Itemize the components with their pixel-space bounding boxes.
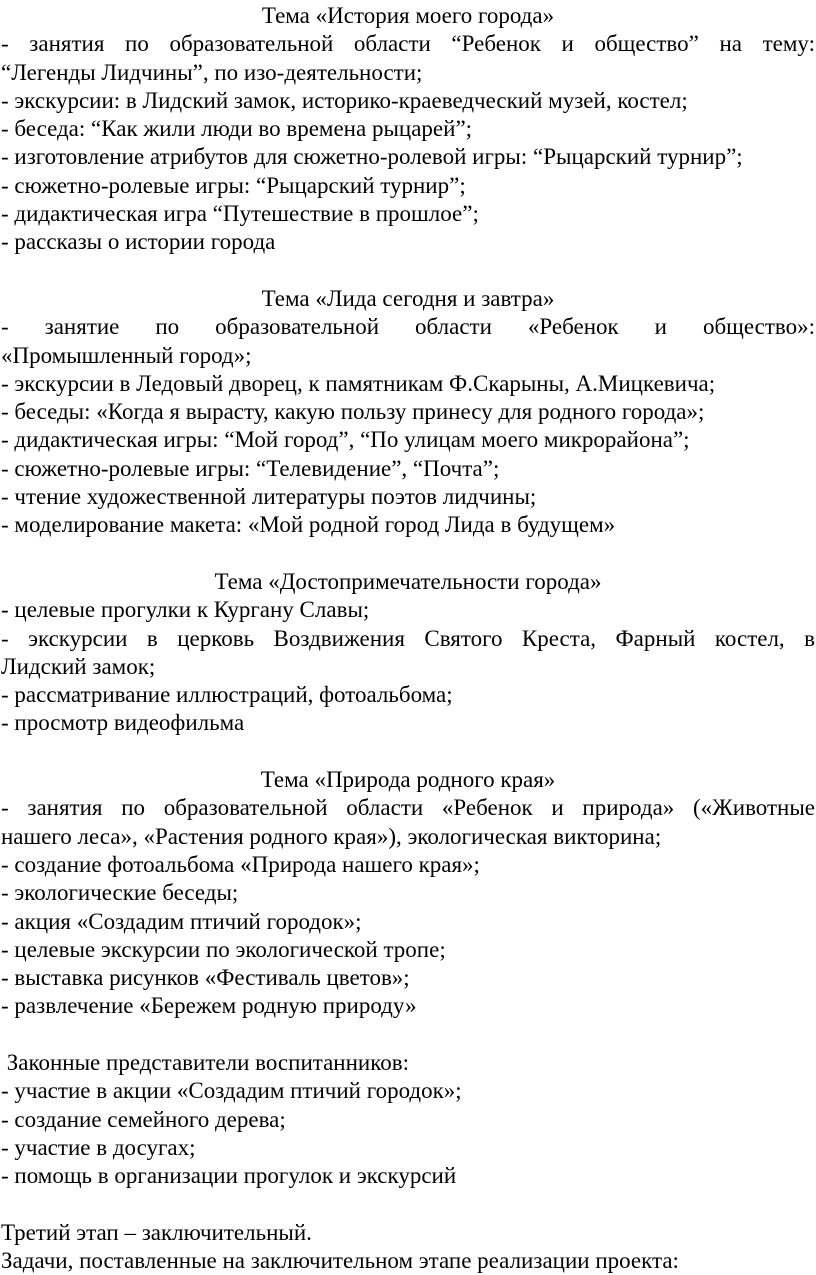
list-item: - выставка рисунков «Фестиваль цветов»; bbox=[1, 965, 410, 991]
blank-line bbox=[1, 1190, 815, 1218]
section-title-parents: Законные представители воспитанников: bbox=[1, 1049, 409, 1075]
list-item: - экологические беседы; bbox=[1, 880, 239, 906]
list-item-continuation: “Легенды Лидчины”, по изо-деятельности; bbox=[1, 59, 423, 85]
section-title-history: Тема «История моего города» bbox=[261, 3, 555, 28]
list-item: - дидактическая игра “Путешествие в прошлое”; bbox=[1, 201, 479, 227]
list-item: - участие в акции «Создадим птичий городок»; bbox=[1, 1078, 462, 1104]
blank-line bbox=[1, 540, 815, 568]
list-item: - экскурсии в Ледовый дворец, к памятникам Ф.Скарыны, А.Мицкевича; bbox=[1, 370, 716, 396]
list-item: - рассматривание иллюстраций, фотоальбома; bbox=[1, 682, 453, 708]
list-item: - целевые экскурсии по экологической тропе; bbox=[1, 936, 446, 962]
list-item: - занятия по образовательной области «Ребенок и природа» («Животные bbox=[1, 795, 815, 821]
list-item: - изготовление атрибутов для сюжетно-ролевой игры: “Рыцарский турнир”; bbox=[1, 144, 743, 170]
list-item: - сюжетно-ролевые игры: “Рыцарский турнир”; bbox=[1, 172, 466, 198]
section-title-nature: Тема «Природа родного края» bbox=[260, 767, 556, 793]
list-item-continuation: нашего леса», «Растения родного края»), экологическая викторина; bbox=[1, 823, 662, 849]
list-item: - дидактическая игры: “Мой город”, “По улицам моего микрорайона”; bbox=[1, 427, 690, 453]
list-item: - создание фотоальбома «Природа нашего края»; bbox=[1, 851, 480, 877]
list-item: - моделирование макета: «Мой родной город Лида в будущем» bbox=[1, 512, 616, 538]
list-item-continuation: Лидский замок; bbox=[1, 653, 156, 679]
stage-tasks-intro: Задачи, поставленные на заключительном этапе реализации проекта: bbox=[1, 1248, 679, 1274]
list-item: - чтение художественной литературы поэтов лидчины; bbox=[1, 484, 537, 510]
blank-line bbox=[1, 738, 815, 766]
list-item: - помощь в организации прогулок и экскурсий bbox=[1, 1163, 457, 1189]
list-item: - экскурсии: в Лидский замок, историко-краеведческий музей, костел; bbox=[1, 87, 688, 113]
list-item: - просмотр видеофильма bbox=[1, 710, 245, 736]
list-item: - сюжетно-ролевые игры: “Телевидение”, “Почта”; bbox=[1, 455, 500, 481]
list-item: - беседа: “Как жили люди во времена рыцарей”; bbox=[1, 116, 473, 142]
list-item: - занятие по образовательной области «Ребенок и общество»: bbox=[1, 314, 815, 340]
list-item: - развлечение «Бережем родную природу» bbox=[1, 993, 417, 1019]
list-item: - экскурсии в церковь Воздвижения Святого Креста, Фарный костел, в bbox=[1, 625, 815, 651]
list-item: - беседы: «Когда я вырасту, какую пользу принесу для родного города»; bbox=[1, 399, 705, 425]
section-title-lida-today: Тема «Лида сегодня и завтра» bbox=[261, 285, 555, 311]
list-item: - создание семейного дерева; bbox=[1, 1106, 286, 1132]
list-item: - рассказы о истории города bbox=[1, 229, 276, 255]
list-item: - участие в досугах; bbox=[1, 1134, 196, 1160]
stage-heading: Третий этап – заключительный. bbox=[1, 1219, 312, 1245]
blank-line bbox=[1, 257, 815, 285]
list-item: - акция «Создадим птичий городок»; bbox=[1, 908, 362, 934]
blank-line bbox=[1, 1021, 815, 1049]
list-item: - занятия по образовательной области “Ребенок и общество” на тему: bbox=[1, 31, 815, 57]
list-item-continuation: «Промышленный город»; bbox=[1, 342, 252, 368]
section-title-sights: Тема «Достопримечательности города» bbox=[214, 568, 602, 594]
list-item: - целевые прогулки к Кургану Славы; bbox=[1, 597, 370, 623]
